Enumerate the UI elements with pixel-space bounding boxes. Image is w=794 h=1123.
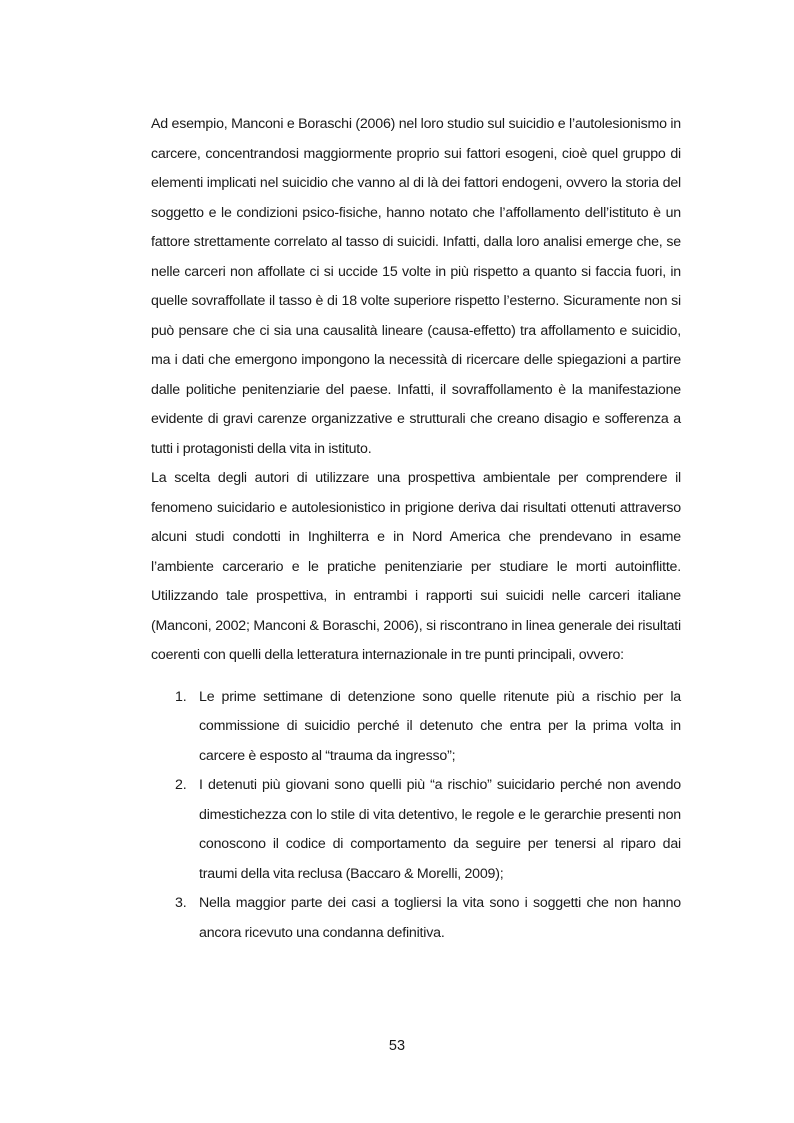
list-item-text: I detenuti più giovani sono quelli più “a rischio” suicidario perché non avendo dimestichezza con lo stile di vita detentivo, le regole e le gerarchie presenti non conoscono il codice di comportamento da seguire per tenersi al riparo dai traumi della vita reclusa (Baccaro & Morelli, 2009); bbox=[199, 777, 681, 882]
body-text bbox=[151, 110, 681, 948]
list-item-number: 2. bbox=[175, 777, 187, 793]
paragraph-1: Ad esempio, Manconi e Boraschi (2006) nel loro studio sul suicidio e l’autolesionismo in carcere, concentrandosi maggiormente proprio sui fattori esogeni, cioè quel gruppo di elementi implicati nel suicidio che vanno al di là dei fattori endogeni, ovvero la storia del soggetto e le condizioni psico-fisiche, hanno notato che l’affollamento dell’istituto è un fattore strettamente correlato al tasso di suicidi. Infatti, dalla loro analisi emerge che, se nelle carceri non affollate ci si uccide 15 volte in più rispetto a quanto si faccia fuori, in quelle sovraffollate il tasso è di 18 volte superiore rispetto l’esterno. Sicuramente non si può pensare che ci sia una causalità lineare (causa-effetto) tra affollamento e suicidio, ma i dati che emergono impongono la necessità di ricercare delle spiegazioni a partire dalle politiche penitenziarie del paese. Infatti, il sovraffollamento è la manifestazione evidente di gravi carenze organizzative e strutturali che creano disagio e sofferenza a tutti i protagonisti della vita in istituto. bbox=[151, 116, 681, 457]
list-item-number: 1. bbox=[175, 688, 187, 705]
paragraph-2: La scelta degli autori di utilizzare una prospettiva ambientale per comprendere il fenomeno suicidario e autolesionistico in prigione deriva dai risultati ottenuti attraverso alcuni studi condotti in Inghilterra e in Nord America che prendevano in esame l’ambiente carcerario e le pratiche penitenziarie per studiare le morti autoinflitte. Utilizzando tale prospettiva, in entrambi i rapporti sui suicidi nelle carceri italiane (Manconi, 2002; Manconi & Boraschi, 2006), si riscontrano in linea generale dei risultati coerenti con quelli della letteratura internazionale in tre punti principali, ovvero: bbox=[151, 470, 681, 663]
list-item-number: 3. bbox=[175, 895, 187, 911]
list-item bbox=[151, 771, 681, 889]
list-item bbox=[151, 889, 681, 948]
page-number: 53 bbox=[388, 1038, 406, 1054]
numbered-list bbox=[151, 683, 681, 949]
list-item-text: Nella maggior parte dei casi a togliersi la vita sono i soggetti che non hanno ancora ricevuto una condanna definitiva. bbox=[199, 895, 681, 941]
list-item bbox=[151, 683, 681, 772]
list-item-text: Le prime settimane di detenzione sono quelle ritenute più a rischio per la commissione di suicidio perché il detenuto che entra per la prima volta in carcere è esposto al “trauma da ingresso”; bbox=[199, 688, 681, 764]
